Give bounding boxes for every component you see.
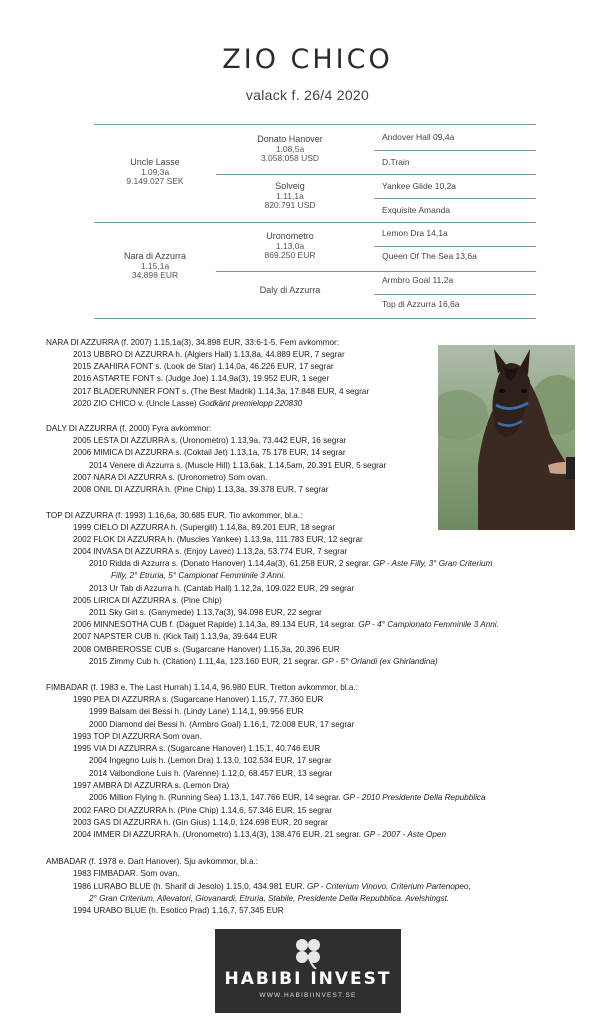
list-item: 2003 GAS DI AZZURRA h. (Gin Gius) 1.14,0, 124.698 EUR, 20 segrar — [73, 818, 328, 827]
list-item-text: 2020 ZIO CHICO v. (Uncle Lasse) — [73, 399, 197, 408]
list-item-text: 1986 LURABO BLUE (h. Sharif di Jesolo) 1.15,0, 434.981 EUR. — [73, 882, 305, 891]
section-header: FIMBADAR (f. 1983 e. The Last Hurrah) 1.14,4, 96.980 EUR. Tretton avkommor, bl.a.: — [46, 683, 359, 692]
logo-brand: HABIBI INVEST — [224, 969, 392, 989]
list-item: 2004 Ingegno Luis h. (Lemon Dra) 1.13,0, 102.534 EUR, 17 segrar — [89, 756, 332, 765]
list-item — [89, 656, 438, 668]
list-item-continuation — [111, 570, 285, 582]
list-item-note: GP - Aste Filly, 3° Gran Criterium — [373, 559, 493, 568]
list-item — [73, 398, 302, 410]
sire-sire-record: 1.08,5a — [275, 143, 305, 154]
list-item — [89, 558, 492, 570]
ggp-8: Top di Azzurra 16,6a — [382, 299, 460, 309]
sire-dam-record: 1.11,1a — [276, 190, 304, 201]
list-item: 2007 NARA DI AZZURRA s. (Uronometro) Som ovan. — [73, 473, 268, 482]
sire-sire-earnings: 3.058.058 USD — [260, 153, 320, 163]
dam-sire-record: 1.13,0a — [275, 240, 305, 251]
sire-sire-name: Donato Hanover — [257, 134, 323, 144]
list-item: 2005 LIRICA DI AZZURRA s. (Pine Chip) — [73, 596, 222, 605]
list-item-text: 2015 Zimmy Cub h. (Citation) 1.11,4a, 123.160 EUR, 21 segrar. — [89, 657, 320, 666]
list-item: 1999 Balsam dei Bessi h. (Lindy Lane) 1.14,1, 99.956 EUR — [89, 707, 304, 716]
sire-dam-earnings: 820.791 USD — [264, 200, 316, 210]
ggp-4: Exquisite Amanda — [382, 205, 451, 215]
list-item: 2013 Ur Tab di Azzurra h. (Cantab Hall) 1.12,2a, 109.022 EUR, 29 segrar — [89, 584, 355, 593]
list-item — [73, 881, 471, 893]
list-item: 2015 ZAAHIRA FONT s. (Look de Star) 1.14,0a, 46.226 EUR, 17 segrar — [73, 362, 334, 371]
list-item: 2014 Valbondione Luis h. (Varenne) 1.12,0, 68.457 EUR, 13 segrar — [89, 769, 333, 778]
list-item-note: GP - 2010 Presidente Della Repubblica — [342, 793, 486, 802]
list-item-note: GP - Criterium Vinovo, Criterium Partenopeo, — [306, 882, 471, 891]
sire-record: 1.09,3a — [140, 166, 170, 177]
list-item-note: GP - 4° Campionato Femminile 3 Anni. — [358, 620, 499, 629]
list-item: 2013 UBBRO DI AZZURRA h. (Algiers Hall) 1.13,8a, 44.889 EUR, 7 segrar — [73, 350, 345, 359]
dam-sire-earnings: 869.250 EUR — [264, 250, 316, 260]
ggp-5: Lemon Dra 14,1a — [382, 228, 448, 238]
list-item: 1995 VIA DI AZZURRA s. (Sugarcane Hanover) 1.15,1, 40.746 EUR — [73, 744, 321, 753]
list-item — [89, 792, 486, 804]
dam-sire-name: Uronometro — [266, 231, 314, 241]
section-header: TOP DI AZZURRA (f. 1993) 1.16,6a, 30.685 EUR. Tio avkommor, bl.a.: — [46, 511, 303, 520]
logo-website: WWW.HABIBIINVEST.SE — [259, 992, 357, 999]
clover-icon — [215, 929, 401, 969]
list-item: 2016 ASTARTE FONT s. (Judge Joe) 1.14,9a(3), 19.952 EUR, 1 seger — [73, 374, 330, 383]
list-item: 2017 BLADERUNNER FONT s. (The Best Madrik) 1.14,3a, 17.848 EUR, 4 segrar — [73, 387, 370, 396]
list-item-note: 2° Gran Criterium, Allevatori, Giovanardi, Etruria, Stabile, Presidente Della Repubblica. Avelshingst. — [89, 894, 450, 903]
list-item-continuation — [89, 893, 449, 905]
sire-name: Uncle Lasse — [130, 157, 180, 167]
list-item — [73, 619, 499, 631]
list-item: 1990 PEA DI AZZURRA s. (Sugarcane Hanover) 1.15,7, 77.360 EUR — [73, 695, 324, 704]
list-item-text: 2006 MINNESOTHA CUB f. (Daguet Rapide) 1.14,3a, 89.134 EUR, 14 segrar. — [73, 620, 357, 629]
ggp-2: D.Train — [382, 157, 410, 167]
list-item: 1994 URABO BLUE (h. Esotico Prad) 1.16,7, 57.345 EUR — [73, 906, 284, 915]
list-item-note: Godkänt premielopp 220830 — [198, 399, 303, 408]
list-item: 2006 MIMICA DI AZZURRA s. (Coktail Jet) 1.13,1a, 75.178 EUR, 14 segrar — [73, 448, 346, 457]
list-item: 2000 Diamond dei Bessi h. (Armbro Goal) 1.16,1, 72.008 EUR, 17 segrar — [89, 720, 355, 729]
dam-record: 1.15,1a — [140, 260, 170, 271]
list-item-note: GP - 5° Orlandi (ex Ghirlandina) — [321, 657, 438, 666]
list-item-note: GP - 2007 - Aste Open — [363, 830, 447, 839]
sire-earnings: 9.149.027 SEK — [126, 176, 184, 186]
ggp-1: Andover Hall 09,4a — [382, 132, 455, 142]
list-item: 2005 LESTA DI AZZURRA s. (Uronometro) 1.13,9a, 73.442 EUR, 16 segrar — [73, 436, 347, 445]
dam-name: Nara di Azzurra — [123, 251, 187, 261]
list-item: 2007 NAPSTER CUB h. (Kick Tail) 1.13,9a, 39.644 EUR — [73, 632, 278, 641]
list-item-text: 2010 Ridda di Azzurra s. (Donato Hanover) 1.14,4a(3), 61.258 EUR, 2 segrar. — [89, 559, 371, 568]
section-header: DALY DI AZZURRA (f. 2000) Fyra avkommor: — [46, 424, 212, 433]
list-item: 2002 FLOK DI AZZURRA h. (Muscles Yankee) 1.13,9a, 111.783 EUR, 12 segrar — [73, 535, 363, 544]
list-item: 2004 INVASA DI AZZURRA s. (Enjoy Lavec) 1.13,2a, 53.774 EUR, 7 segrar — [73, 547, 348, 556]
list-item: 2014 Venere di Azzurra s. (Muscle Hill) 1.13,6ak, 1.14,5am, 20.391 EUR, 5 segrar — [89, 461, 387, 470]
list-item-text: 2006 Million Flying h. (Running Sea) 1.13,1, 147.766 EUR, 14 segrar. — [89, 793, 341, 802]
list-item: 2002 FARO DI AZZURRA h. (Pine Chip) 1.14,6, 57.346 EUR, 15 segrar — [73, 806, 332, 815]
dam-dam-name: Daly di Azzurra — [259, 285, 321, 295]
page-subtitle: valack f. 26/4 2020 — [245, 87, 370, 103]
list-item — [73, 829, 446, 841]
list-item: 1997 AMBRA DI AZZURRA s. (Lemon Dra) — [73, 781, 230, 790]
ggp-6: Queen Of The Sea 13,6a — [382, 251, 477, 261]
list-item: 1983 FIMBADAR. Som ovan. — [73, 869, 180, 878]
list-item: 2008 OMBREROSSE CUB s. (Sugarcane Hanover) 1.15,3a, 20.396 EUR — [73, 645, 340, 654]
ggp-7: Armbro Goal 11,2a — [382, 275, 454, 285]
page-title: ZIO CHICO — [222, 44, 393, 75]
ggp-3: Yankee Glide 10,2a — [382, 181, 457, 191]
list-item-text: 2004 IMMER DI AZZURRA h. (Uronometro) 1.13,4(3), 138.476 EUR. 21 segrar. — [73, 830, 362, 839]
section-header: NARA DI AZZURRA (f. 2007) 1.15,1a(3), 34.898 EUR, 33:6-1-5. Fem avkommor: — [46, 338, 340, 347]
section-header: AMBADAR (f. 1978 e. Dart Hanover). Sju avkommor, bl.a.: — [46, 857, 259, 866]
list-item: 1993 TOP DI AZZURRA Som ovan. — [73, 732, 202, 741]
list-item-note: Filly, 2° Etruria, 5° Campionat Femminile 3 Anni. — [111, 571, 286, 580]
list-item: 2008 ONIL DI AZZURRA h. (Pine Chip) 1.13,3a, 39.378 EUR, 7 segrar — [73, 485, 329, 494]
sire-dam-name: Solveig — [275, 181, 305, 191]
list-item: 1999 CIELO DI AZZURRA h. (Supergill) 1.14,8a, 89.201 EUR, 18 segrar — [73, 523, 336, 532]
dam-earnings: 34.898 EUR — [131, 270, 179, 280]
habibi-invest-logo — [215, 929, 401, 1013]
list-item: 2011 Sky Girl s. (Ganymede) 1.13,7a(3), 94.098 EUR, 22 segrar — [89, 608, 322, 617]
